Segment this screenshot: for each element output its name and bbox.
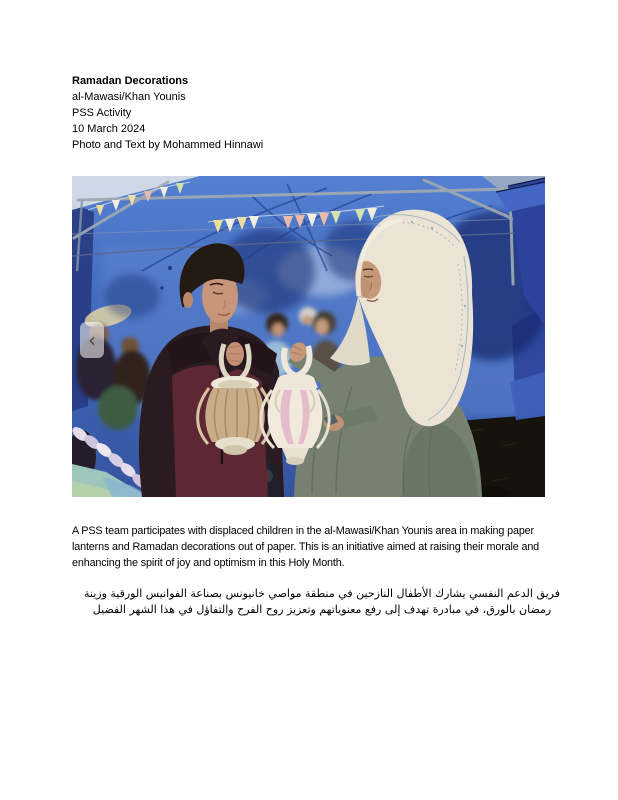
header-activity: PSS Activity (72, 107, 132, 119)
page (72, 73, 572, 629)
chevron-left-icon: ‹ (88, 328, 96, 352)
photo-illustration (72, 176, 545, 497)
header-credit: Photo and Text by Mohammed Hinnawi (72, 139, 264, 151)
carousel-prev-button[interactable] (80, 322, 104, 358)
photo-story-header (72, 73, 572, 153)
caption-arabic: فريق الدعم النفسي يشارك الأطفال النازحين في منطقة مواصي خانيونس بصناعة الفوانيس الورقية وزينة رمضان بالورق، في مبادرة تهدف إلى رفع معنوياتهم وتعزيز روح الفرح والتفاؤل في هذا الشهر الفضيل (83, 587, 561, 616)
photo (72, 176, 545, 497)
header-location: al-Mawasi/Khan Younis (72, 91, 186, 103)
header-date: 10 March 2024 (72, 123, 146, 135)
caption-english: A PSS team participates with displaced children in the al-Mawasi/Khan Younis area in making paper lanterns and Ramadan decorations out of paper. This is an initiative aimed at raising their morale and enhancing the spirit of joy and optimism in this Holy Month. (72, 525, 540, 569)
page-title: Ramadan Decorations (72, 75, 189, 87)
